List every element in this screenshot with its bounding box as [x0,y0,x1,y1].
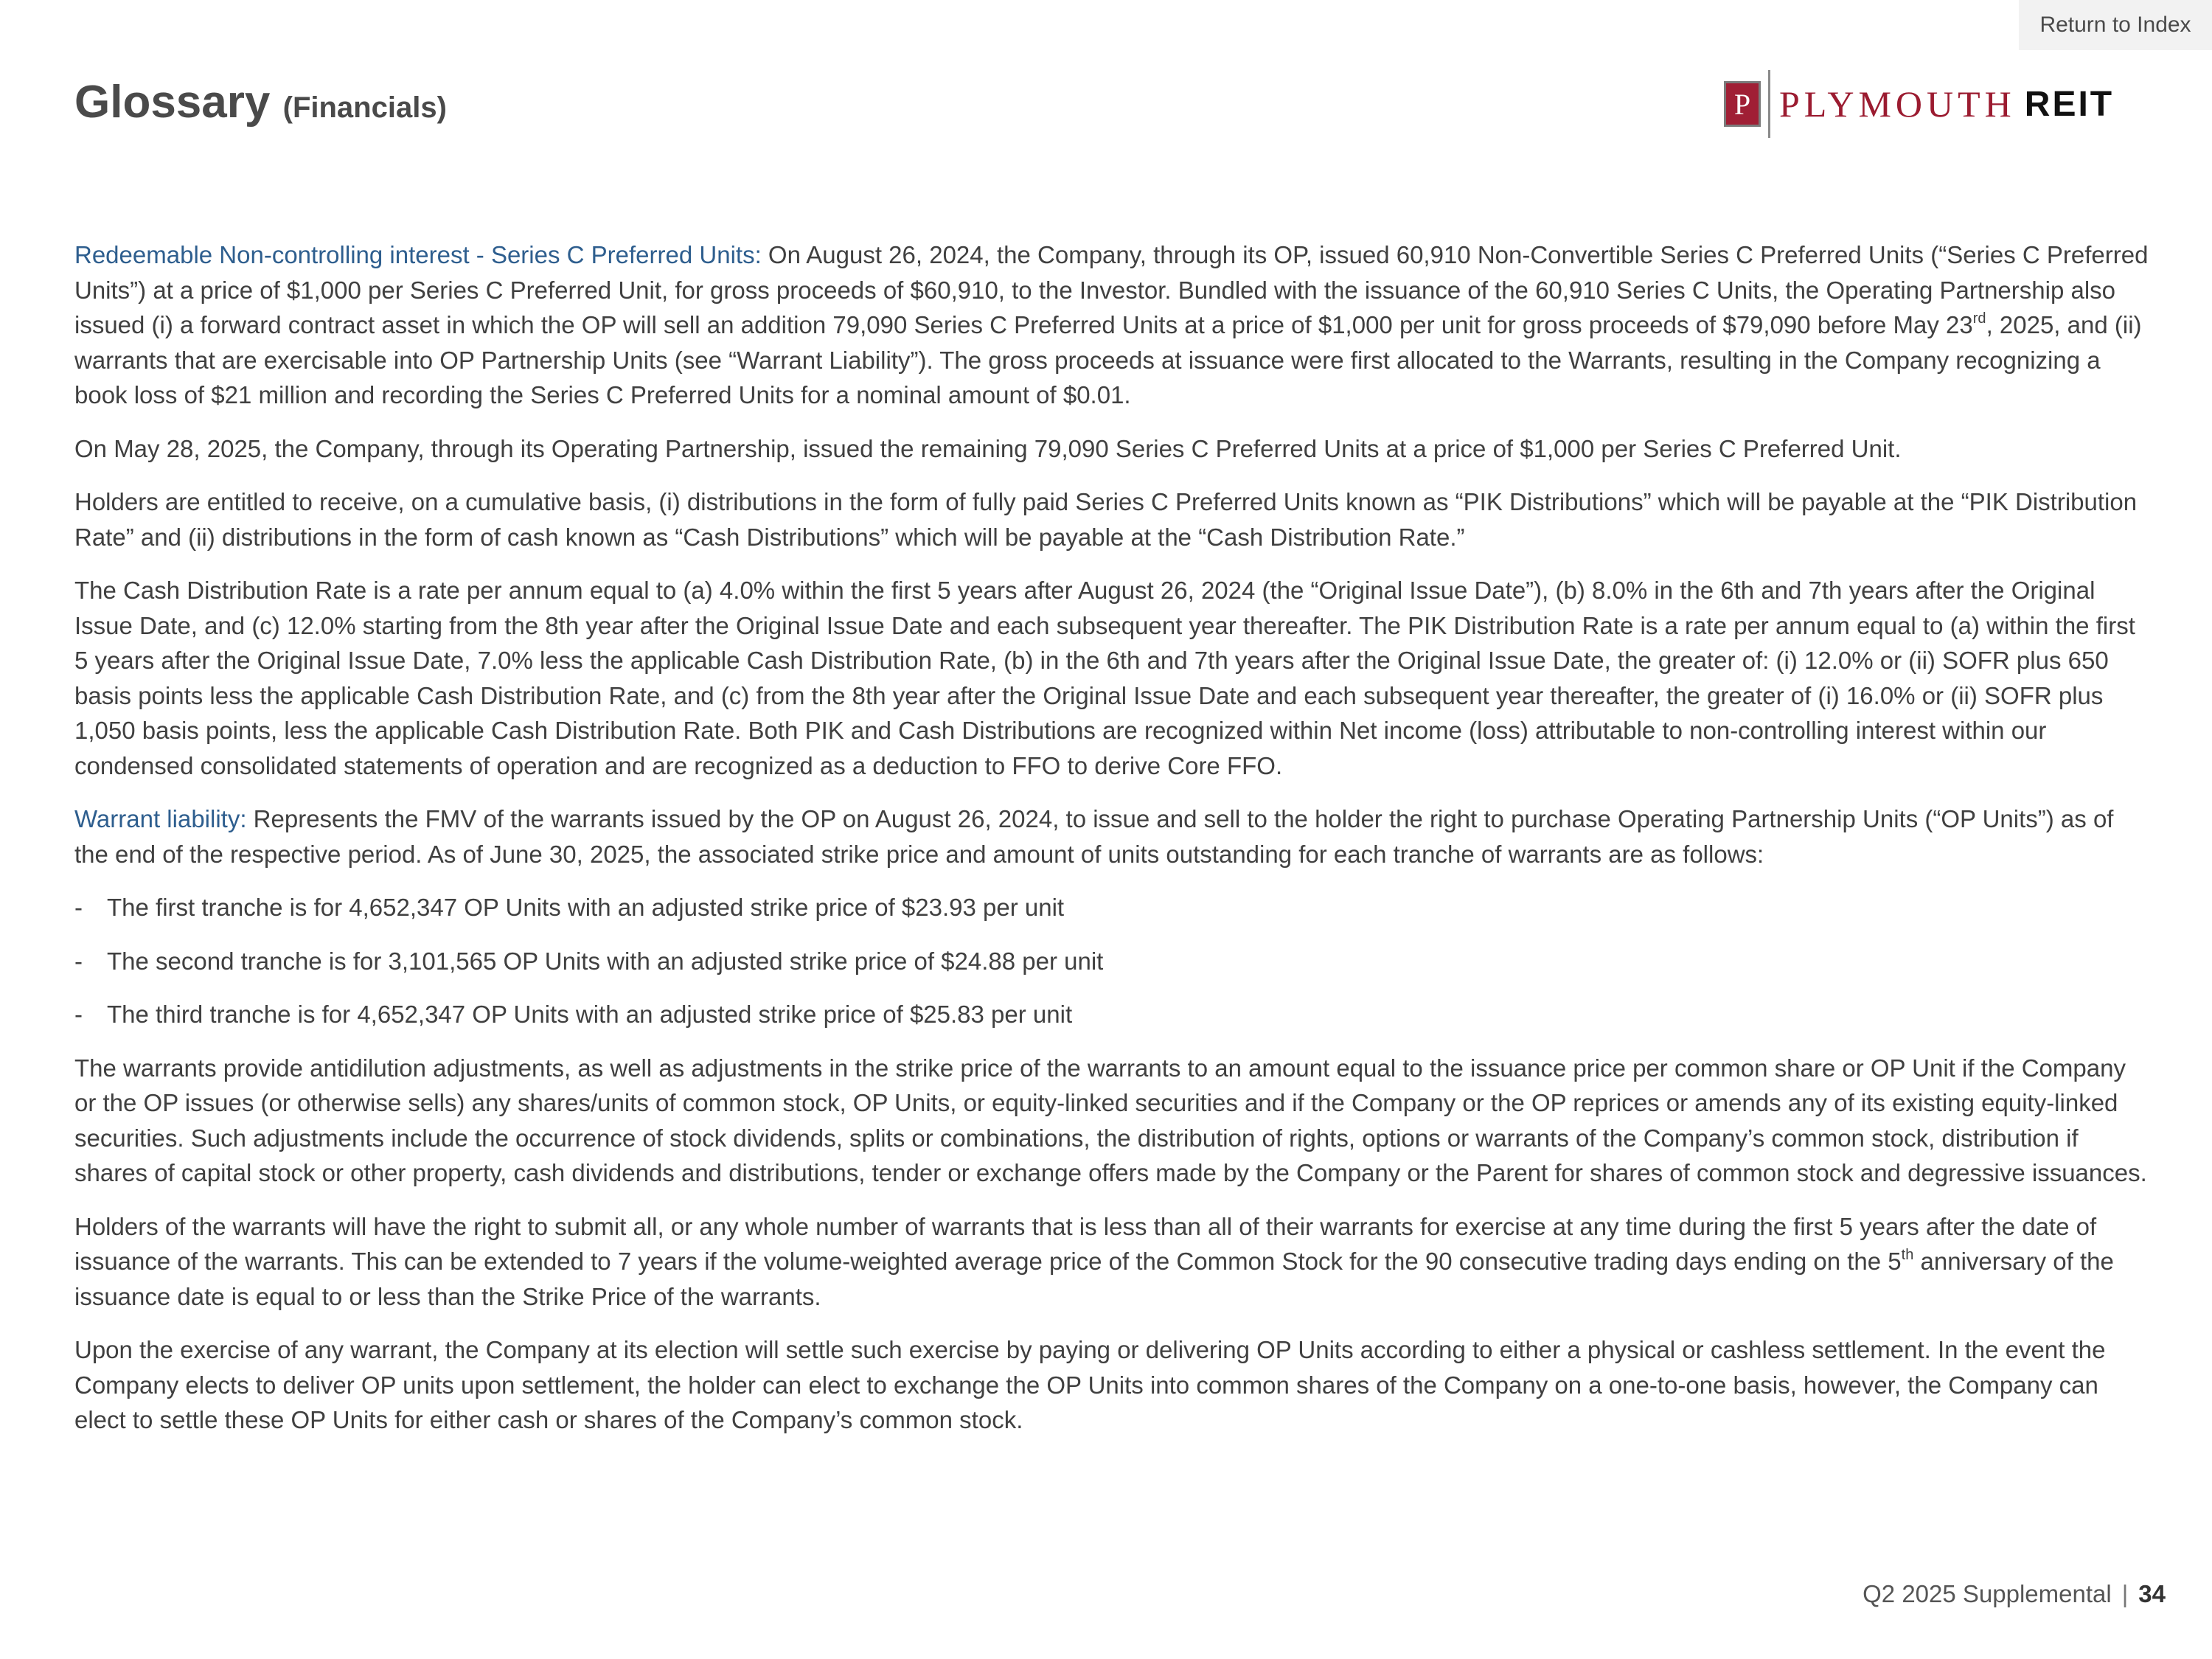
logo-reit: REIT [2024,84,2115,124]
page-title-main: Glossary [74,77,271,128]
footer-separator: | [2121,1580,2129,1607]
tranche-text: The first tranche is for 4,652,347 OP Units with an adjusted strike price of $23.93 per unit [107,894,1065,921]
tranche-item [74,944,2154,979]
series-c-definition [74,237,2154,413]
dash-bullet: - [74,947,83,975]
series-c-paragraph-4: The Cash Distribution Rate is a rate per annum equal to (a) 4.0% within the first 5 years after August 26, 2024 (the “Original Issue Date”), (b) 8.0% in the 6th and 7th years after the Original Issue Date, and (c) 12.0% starting from the 8th year after the Original Issue Date and each subsequent year thereafter. The PIK Distribution Rate is a rate per annum equal to (a) within the first 5 years after the Original Issue Date, 7.0% less the applicable Cash Distribution Rate, (b) in the 6th and 7th years after the Original Issue Date, the greater of: (i) 12.0% or (ii) SOFR plus 650 basis points less the applicable Cash Distribution Rate, and (c) from the 8th year after the Original Issue Date and each subsequent year thereafter, the greater of (i) 16.0% or (ii) SOFR plus 1,050 basis points, less the applicable Cash Distribution Rate. Both PIK and Cash Distributions are recognized within Net income (loss) attributable to non-controlling interest within our condensed consolidated statements of operation and are recognized as a deduction to FFO to derive Core FFO. [74,577,2135,779]
series-c-paragraph-2: On May 28, 2025, the Company, through its Operating Partnership, issued the remaining 79,090 Series C Preferred Units at a price of $1,000 per Series C Preferred Unit. [74,434,1902,462]
warrant-definition [74,801,2154,872]
warrant-paragraph-2: The warrants provide antidilution adjustments, as well as adjustments in the strike price of the warrants to an amount equal to the issuance price per common share or OP Unit if the Company or the OP issues (or otherwise sells) any shares/units of common stock, OP Units, or equity-linked securities and if the Company or the OP reprices or amends any of its existing equity-linked securities. Such adjustments include the occurrence of stock dividends, splits or combinations, the distribution of rights, options or warrants of the Company’s common stock, distribution if shares of capital stock or other property, cash dividends and distributions, tender or exchange offers made by the Company or the Parent for shares of common stock and degressive issuances. [74,1054,2147,1186]
dash-bullet: - [74,894,83,921]
tranche-item [74,997,2154,1032]
page-number: 34 [2138,1580,2166,1607]
warrant-p3-text-b: anniversary of the issuance date is equal to or less than the Strike Price of the warrants. [74,1248,2114,1310]
warrant-paragraph-3 [74,1209,2154,1315]
glossary-content [74,237,2154,1456]
logo-mark: P [1724,81,1761,127]
dash-bullet: - [74,1001,83,1028]
series-c-paragraph-3: Holders are entitled to receive, on a cumulative basis, (i) distributions in the form of fully paid Series C Preferred Units known as “PIK Distributions” which will be payable at the “PIK Distribution Rate” and (ii) distributions in the form of cash known as “Cash Distributions” which will be payable at the “Cash Distribution Rate.” [74,488,2138,551]
ordinal-suffix: th [1901,1247,1914,1263]
tranche-text: The third tranche is for 4,652,347 OP Units with an adjusted strike price of $25.83 per unit [107,1001,1073,1028]
ordinal-suffix: rd [1972,310,1986,327]
page-subtitle: (Financials) [282,91,447,124]
return-to-index-button[interactable]: Return to Index [2019,0,2212,50]
glossary-term-series-c: Redeemable Non-controlling interest - Series C Preferred Units: [74,241,762,268]
warrant-p3-text-a: Holders of the warrants will have the right to submit all, or any whole number of warrants that is less than all of their warrants for exercise at any time during the first 5 years after the date of issuance of the warrants. This can be extended to 7 years if the volume-weighted average price of the Common Stock for the 90 consecutive trading days ending on the 5 [74,1212,2097,1275]
logo-wordmark: PLYMOUTH [1779,83,2016,125]
series-c-text-b: , 2025, and (ii) warrants that are exercisable into OP Partnership Units (see “Warrant Liability”). The gross proceeds at issuance were first allocated to the Warrants, resulting in the Company recognizing a book loss of $21 million and recording the Series C Preferred Units for a nominal amount of $0.01. [74,311,2142,408]
glossary-term-warrant: Warrant liability: [74,805,247,832]
page-footer [1863,1580,2166,1608]
logo-divider [1768,70,1770,138]
footer-label: Q2 2025 Supplemental [1863,1580,2112,1607]
plymouth-reit-logo [1724,68,2114,140]
page-title [74,77,447,128]
series-c-text-a: On August 26, 2024, the Company, through its OP, issued 60,910 Non-Convertible Series C Preferred Units (“Series C Preferred Units”) at a price of $1,000 per Series C Preferred Unit, for gross proceeds of $60,910, to the Investor. Bundled with the issuance of the 60,910 Series C Units, the Operating Partnership also issued (i) a forward contract asset in which the OP will sell an addition 79,090 Series C Preferred Units at a price of $1,000 per unit for gross proceeds of $79,090 before May 23 [74,241,2149,338]
warrant-paragraph-4: Upon the exercise of any warrant, the Company at its election will settle such exercise by paying or delivering OP Units according to either a physical or cashless settlement. In the event the Company elects to deliver OP units upon settlement, the holder can elect to exchange the OP Units into common shares of the Company on a one-to-one basis, however, the Company can elect to settle these OP Units for either cash or shares of the Company’s common stock. [74,1336,2106,1433]
warrant-text: Represents the FMV of the warrants issued by the OP on August 26, 2024, to issue and sell to the holder the right to purchase Operating Partnership Units (“OP Units”) as of the end of the respective period. As of June 30, 2025, the associated strike price and amount of units outstanding for each tranche of warrants are as follows: [74,805,2114,868]
tranche-item [74,890,2154,925]
tranche-text: The second tranche is for 3,101,565 OP Units with an adjusted strike price of $24.88 per unit [107,947,1104,975]
